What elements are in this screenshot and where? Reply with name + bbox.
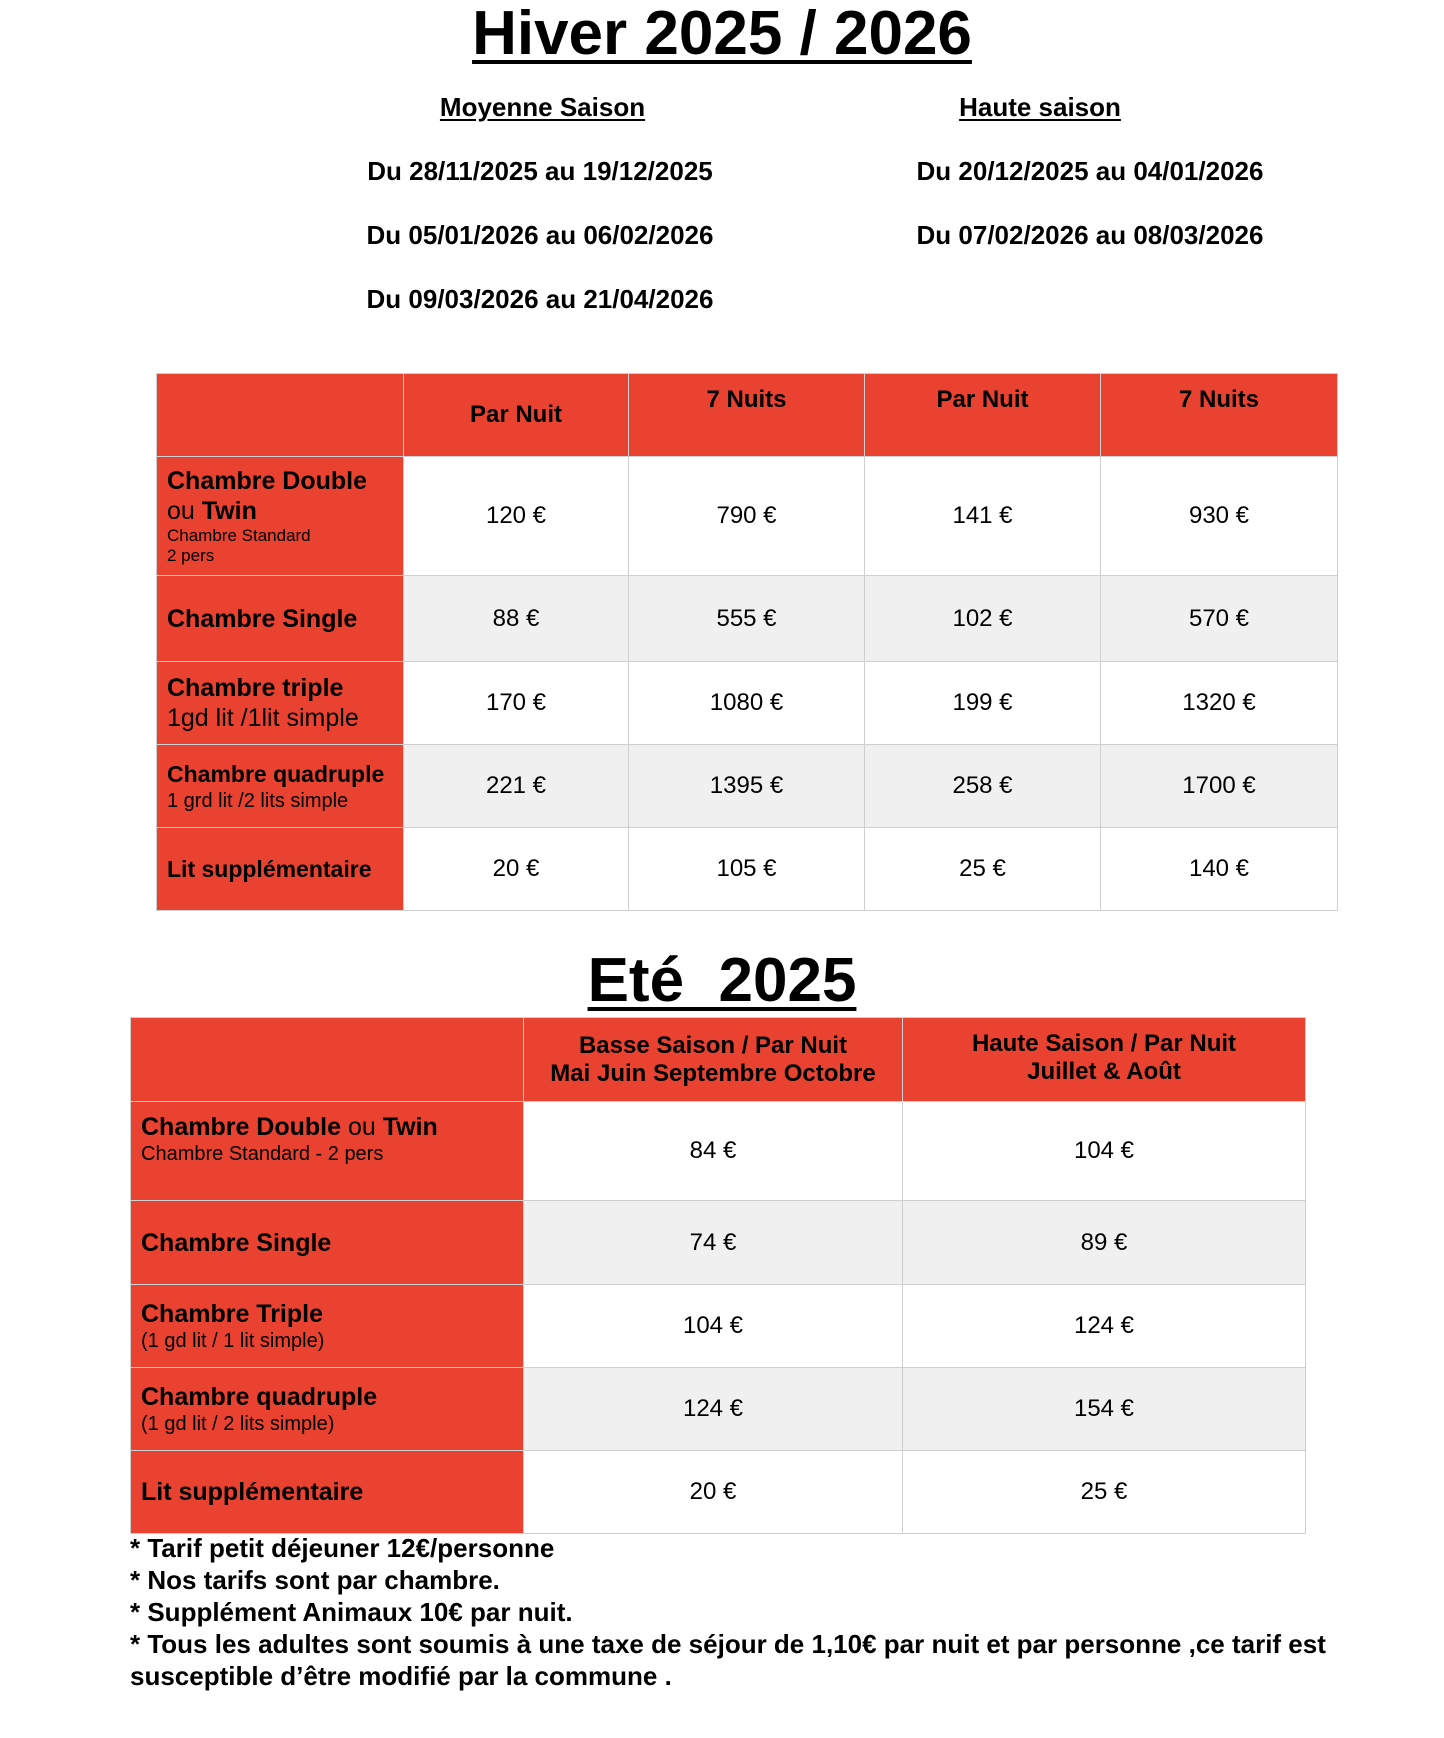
note-line: * Tous les adultes sont soumis à une taxe de séjour de 1,10€ par nuit et par personne ,ce tarif est susceptible d’être modifié par la commune . <box>130 1629 1326 1691</box>
note-line: * Supplément Animaux 10€ par nuit. <box>130 1597 573 1627</box>
winter-price-table <box>156 373 1338 911</box>
header-cell-mid-per-night: Par Nuit <box>404 374 629 457</box>
header-line: Mai Juin Septembre Octobre <box>550 1059 876 1087</box>
note-line: * Tarif petit déjeuner 12€/personne <box>130 1533 555 1563</box>
price-cell: 20 € <box>404 828 629 911</box>
room-name: Chambre Double <box>167 467 368 495</box>
table-row <box>157 828 1338 911</box>
header-cell-mid-7-nights: 7 Nuits <box>629 374 865 457</box>
price-cell: 25 € <box>865 828 1101 911</box>
price-cell: 170 € <box>404 662 629 745</box>
winter-title: Hiver 2025 / 2026 <box>472 0 972 68</box>
price-cell: 141 € <box>865 457 1101 576</box>
room-description: Chambre Standard - 2 pers <box>141 1143 384 1165</box>
room-type-cell <box>131 1368 524 1451</box>
header-cell-empty <box>131 1018 524 1102</box>
room-name: Lit supplémentaire <box>141 1478 364 1506</box>
room-bed-config: (1 gd lit / 1 lit simple) <box>141 1330 325 1352</box>
price-cell: 199 € <box>865 662 1101 745</box>
room-type-cell <box>131 1451 524 1534</box>
price-cell: 89 € <box>903 1201 1306 1285</box>
header-cell-high-7-nights: 7 Nuits <box>1101 374 1338 457</box>
table-row <box>131 1102 1306 1201</box>
room-name-connector: ou <box>167 497 195 525</box>
room-type-cell <box>157 745 404 828</box>
header-cell-low-season <box>524 1018 903 1102</box>
room-type-cell <box>157 662 404 745</box>
price-cell: 930 € <box>1101 457 1338 576</box>
room-bed-config: 1 grd lit /2 lits simple <box>167 790 349 812</box>
room-name: Chambre quadruple <box>167 761 385 787</box>
price-cell: 84 € <box>524 1102 903 1201</box>
header-cell-high-per-night: Par Nuit <box>865 374 1101 457</box>
price-cell: 555 € <box>629 576 865 662</box>
room-name: Chambre quadruple <box>141 1383 378 1411</box>
notes-block <box>130 1532 1360 1692</box>
high-season-block <box>900 92 1280 260</box>
room-capacity: 2 pers <box>167 546 215 565</box>
price-cell: 1700 € <box>1101 745 1338 828</box>
room-bed-config: 1gd lit /1lit simple <box>167 704 359 732</box>
table-header-row <box>131 1018 1306 1102</box>
mid-season-period: Du 05/01/2026 au 06/02/2026 <box>366 220 714 250</box>
price-cell: 25 € <box>903 1451 1306 1534</box>
price-cell: 102 € <box>865 576 1101 662</box>
room-type-cell <box>131 1285 524 1368</box>
header-line: Haute Saison / Par Nuit <box>971 1030 1237 1057</box>
mid-season-period: Du 28/11/2025 au 19/12/2025 <box>367 156 713 186</box>
room-type-cell <box>131 1102 524 1201</box>
table-row <box>157 457 1338 576</box>
mid-season-label: Moyenne Saison <box>439 92 646 122</box>
price-cell: 570 € <box>1101 576 1338 662</box>
room-type-cell <box>157 457 404 576</box>
price-cell: 74 € <box>524 1201 903 1285</box>
mid-season-block <box>350 92 730 324</box>
room-name: Chambre triple <box>167 674 344 702</box>
table-header-row <box>157 374 1338 457</box>
room-name: Chambre Single <box>141 1228 332 1257</box>
header-line: Basse Saison / Par Nuit <box>578 1031 848 1059</box>
header-line: Juillet & Août <box>1027 1058 1181 1085</box>
table-row <box>157 745 1338 828</box>
high-season-label: Haute saison <box>959 92 1121 122</box>
room-description: Chambre Standard <box>167 526 311 545</box>
summer-title: Eté 2025 <box>587 946 857 1015</box>
header-cell-high-season <box>903 1018 1306 1102</box>
table-row <box>131 1201 1306 1285</box>
price-cell: 1080 € <box>629 662 865 745</box>
table-row <box>157 662 1338 745</box>
price-cell: 20 € <box>524 1451 903 1534</box>
room-name: Lit supplémentaire <box>167 856 372 882</box>
summer-price-table <box>130 1017 1306 1534</box>
high-season-period: Du 07/02/2026 au 08/03/2026 <box>916 220 1264 250</box>
price-cell: 1395 € <box>629 745 865 828</box>
price-cell: 1320 € <box>1101 662 1338 745</box>
room-type-cell <box>157 828 404 911</box>
room-name: Chambre Triple <box>141 1300 323 1328</box>
table-row <box>131 1285 1306 1368</box>
high-season-period: Du 20/12/2025 au 04/01/2026 <box>916 156 1264 186</box>
price-cell: 124 € <box>524 1368 903 1451</box>
price-cell: 140 € <box>1101 828 1338 911</box>
price-cell: 104 € <box>903 1102 1306 1201</box>
price-cell: 221 € <box>404 745 629 828</box>
price-cell: 104 € <box>524 1285 903 1368</box>
room-name-connector: ou <box>347 1113 376 1141</box>
room-type-cell <box>131 1201 524 1285</box>
price-cell: 154 € <box>903 1368 1306 1451</box>
room-type-cell <box>157 576 404 662</box>
table-row <box>131 1451 1306 1534</box>
header-cell-empty <box>157 374 404 457</box>
mid-season-period: Du 09/03/2026 au 21/04/2026 <box>366 284 714 314</box>
table-row <box>157 576 1338 662</box>
room-bed-config: (1 gd lit / 2 lits simple) <box>141 1413 335 1435</box>
room-name: Chambre Double <box>141 1113 342 1141</box>
price-cell: 124 € <box>903 1285 1306 1368</box>
price-cell: 258 € <box>865 745 1101 828</box>
price-cell: 120 € <box>404 457 629 576</box>
room-name: Chambre Single <box>167 604 358 633</box>
price-cell: 88 € <box>404 576 629 662</box>
price-cell: 790 € <box>629 457 865 576</box>
room-name-alt: Twin <box>382 1113 438 1141</box>
note-line: * Nos tarifs sont par chambre. <box>130 1565 500 1595</box>
room-name-alt: Twin <box>201 497 257 525</box>
price-cell: 105 € <box>629 828 865 911</box>
table-row <box>131 1368 1306 1451</box>
